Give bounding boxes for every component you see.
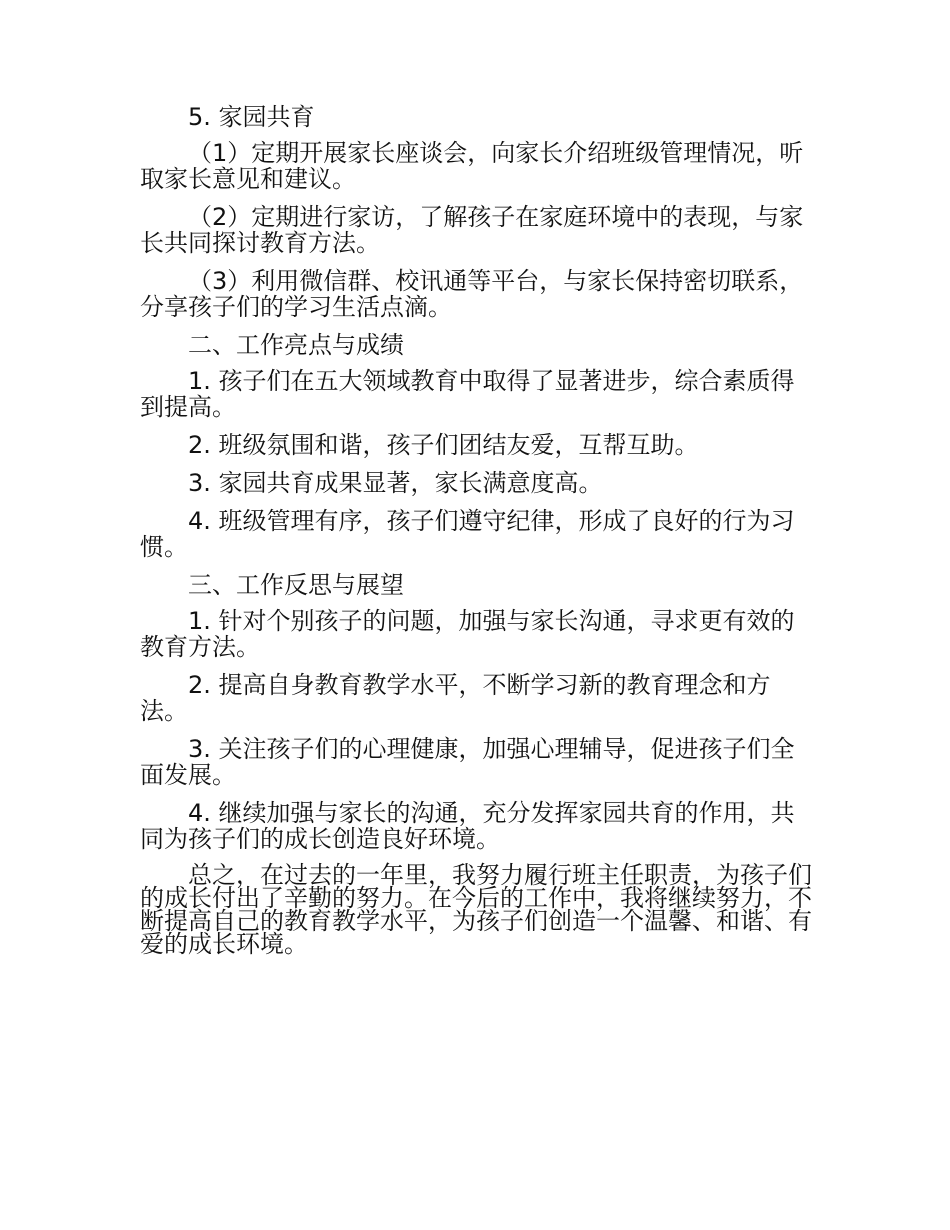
highlight-item-4: 4. 班级管理有序，孩子们遵守纪律，形成了良好的行为习惯。 xyxy=(140,507,795,561)
section-heading-reflection: 三、工作反思与展望 xyxy=(188,571,404,599)
section-heading-home-school: 5. 家园共育 xyxy=(188,103,315,131)
home-school-item-2: （2）定期进行家访，了解孩子在家庭环境中的表现，与家长共同探讨教育方法。 xyxy=(140,203,804,257)
home-school-item-1: （1）定期开展家长座谈会，向家长介绍班级管理情况，听取家长意见和建议。 xyxy=(140,139,804,193)
highlight-item-2: 2. 班级氛围和谐，孩子们团结友爱，互帮互助。 xyxy=(188,431,699,459)
highlight-item-1: 1. 孩子们在五大领域教育中取得了显著进步，综合素质得到提高。 xyxy=(140,367,795,421)
reflection-item-2: 2. 提高自身教育教学水平，不断学习新的教育理念和方法。 xyxy=(140,671,771,725)
home-school-item-3: （3）利用微信群、校讯通等平台，与家长保持密切联系，分享孩子们的学习生活点滴。 xyxy=(140,267,804,321)
reflection-item-1: 1. 针对个别孩子的问题，加强与家长沟通，寻求更有效的教育方法。 xyxy=(140,607,795,661)
section-heading-highlights: 二、工作亮点与成绩 xyxy=(188,331,404,359)
reflection-item-4: 4. 继续加强与家长的沟通，充分发挥家园共育的作用，共同为孩子们的成长创造良好环境。 xyxy=(140,799,795,853)
document-body xyxy=(140,104,812,956)
conclusion-paragraph: 总之，在过去的一年里，我努力履行班主任职责，为孩子们的成长付出了辛勤的努力。在今后的工作中，我将继续努力，不断提高自己的教育教学水平，为孩子们创造一个温馨、和谐、有爱的成长环境。 xyxy=(140,861,812,958)
reflection-item-3: 3. 关注孩子们的心理健康，加强心理辅导，促进孩子们全面发展。 xyxy=(140,735,795,789)
highlight-item-3: 3. 家园共育成果显著，家长满意度高。 xyxy=(188,469,603,497)
